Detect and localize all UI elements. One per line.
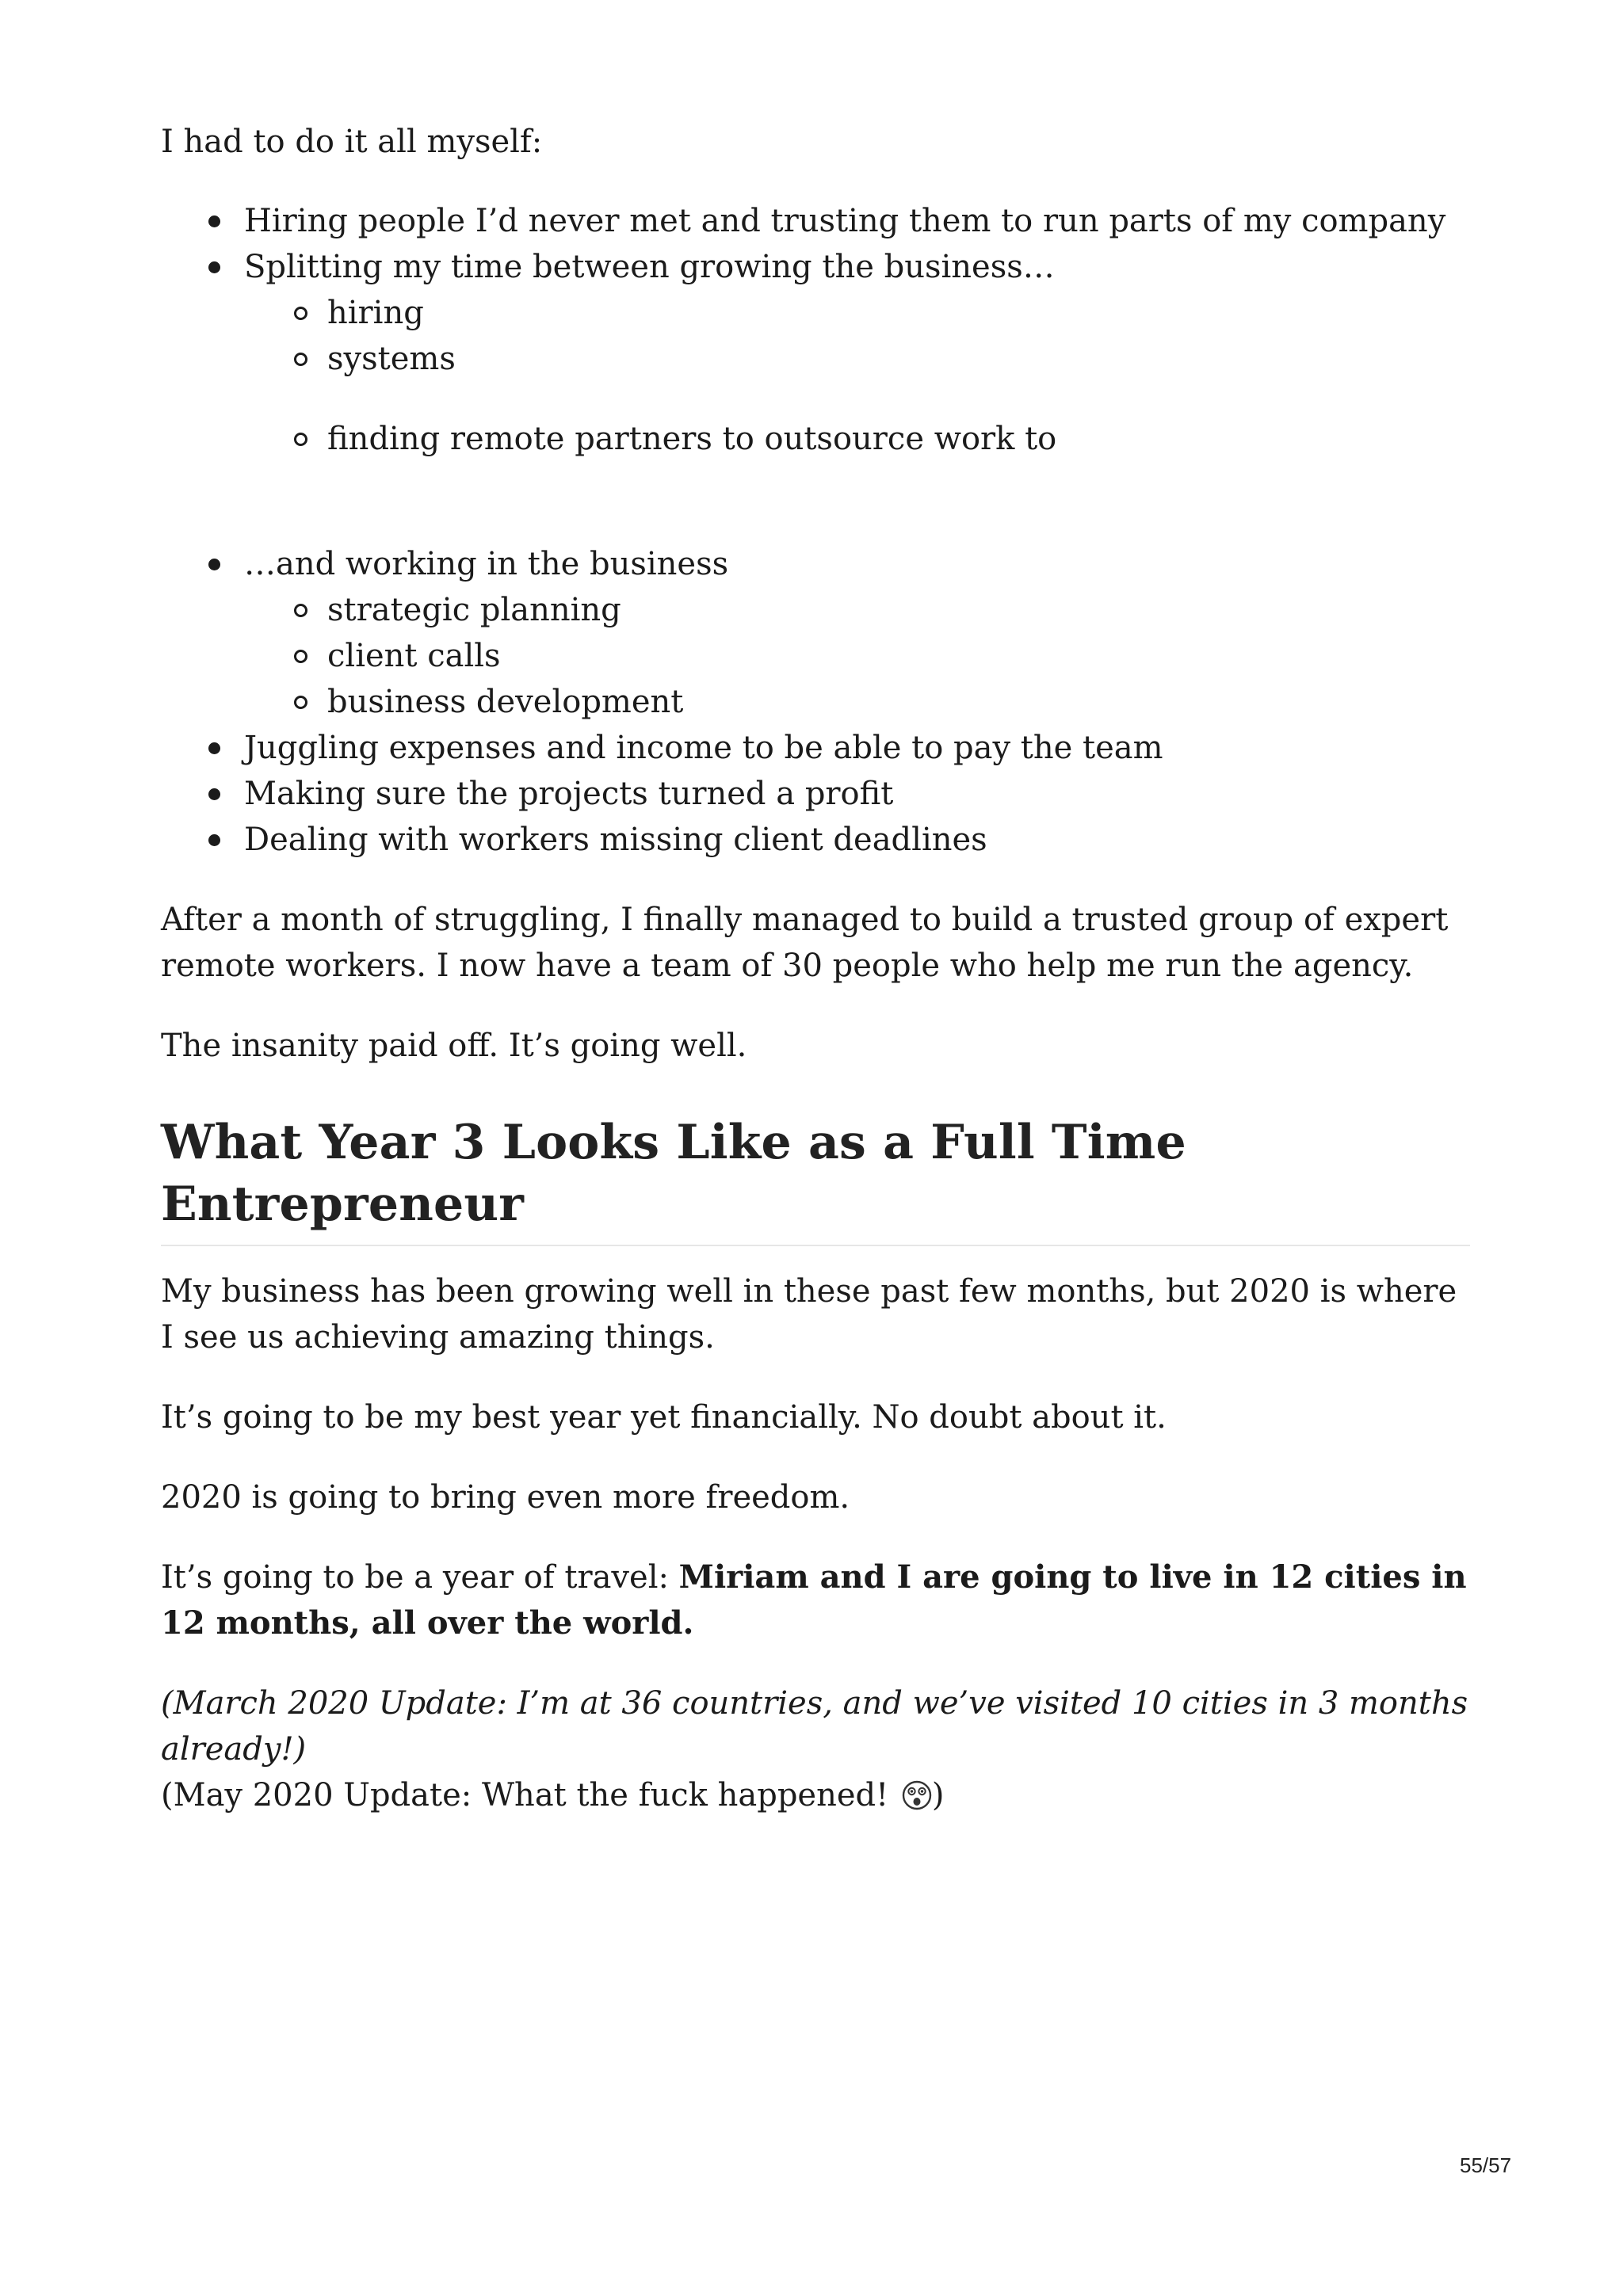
section-heading: What Year 3 Looks Like as a Full Time Entrepreneur <box>161 1112 1470 1246</box>
sub-list-item: finding remote partners to outsource work to <box>244 416 1470 462</box>
update-may <box>161 1772 1470 1818</box>
list-item <box>161 244 1470 541</box>
paragraph-freedom: 2020 is going to bring even more freedom. <box>161 1479 850 1516</box>
list-item-text: Juggling expenses and income to be able to pay the team <box>244 730 1163 766</box>
page-number: 55/57 <box>1460 2153 1512 2177</box>
list-item-text: Making sure the projects turned a profit <box>244 776 894 812</box>
task-list <box>161 198 1470 863</box>
sub-list-item: business development <box>244 679 1470 725</box>
article-body <box>161 119 1470 1818</box>
list-item <box>161 198 1470 244</box>
update-may-close: ) <box>931 1777 945 1814</box>
list-item <box>161 817 1470 863</box>
sub-list-item: hiring <box>244 290 1470 336</box>
list-item <box>161 725 1470 771</box>
list-item-text: Hiring people I’d never met and trusting them to run parts of my company <box>244 203 1446 239</box>
intro-text: I had to do it all myself: <box>161 124 543 160</box>
list-item <box>161 771 1470 817</box>
sub-list-item: strategic planning <box>244 587 1470 633</box>
list-gap <box>244 462 1470 541</box>
sub-list-item: client calls <box>244 633 1470 679</box>
paragraph-growth: My business has been growing well in these past few months, but 2020 is where I see us achieving amazing things. <box>161 1273 1457 1356</box>
list-item-text: Dealing with workers missing client deadlines <box>244 822 987 858</box>
sub-list-item: systems <box>244 336 1470 382</box>
astonished-face-icon <box>902 1780 932 1810</box>
travel-lead: It’s going to be a year of travel: <box>161 1559 679 1596</box>
paragraph-team: After a month of struggling, I finally managed to build a trusted group of expert remote workers. I now have a team of 30 people who help me run the agency. <box>161 902 1449 984</box>
list-item-text: …and working in the business <box>244 546 729 582</box>
travel-bold: Miriam and I are going to live in 12 cities in 12 months, all over the world. <box>161 1558 1467 1642</box>
list-item-text: Splitting my time between growing the business… <box>244 249 1055 285</box>
paragraph-insanity: The insanity paid off. It’s going well. <box>161 1028 747 1064</box>
update-march: (March 2020 Update: I’m at 36 countries, and we’ve visited 10 cities in 3 months already!) <box>161 1685 1468 1768</box>
sub-list-working <box>244 587 1470 725</box>
sub-list-growing <box>244 290 1470 462</box>
paragraph-travel <box>161 1554 1470 1646</box>
update-may-text: (May 2020 Update: What the fuck happened! <box>161 1777 899 1814</box>
list-item <box>161 541 1470 725</box>
paragraph-financial: It’s going to be my best year yet financially. No doubt about it. <box>161 1399 1167 1436</box>
